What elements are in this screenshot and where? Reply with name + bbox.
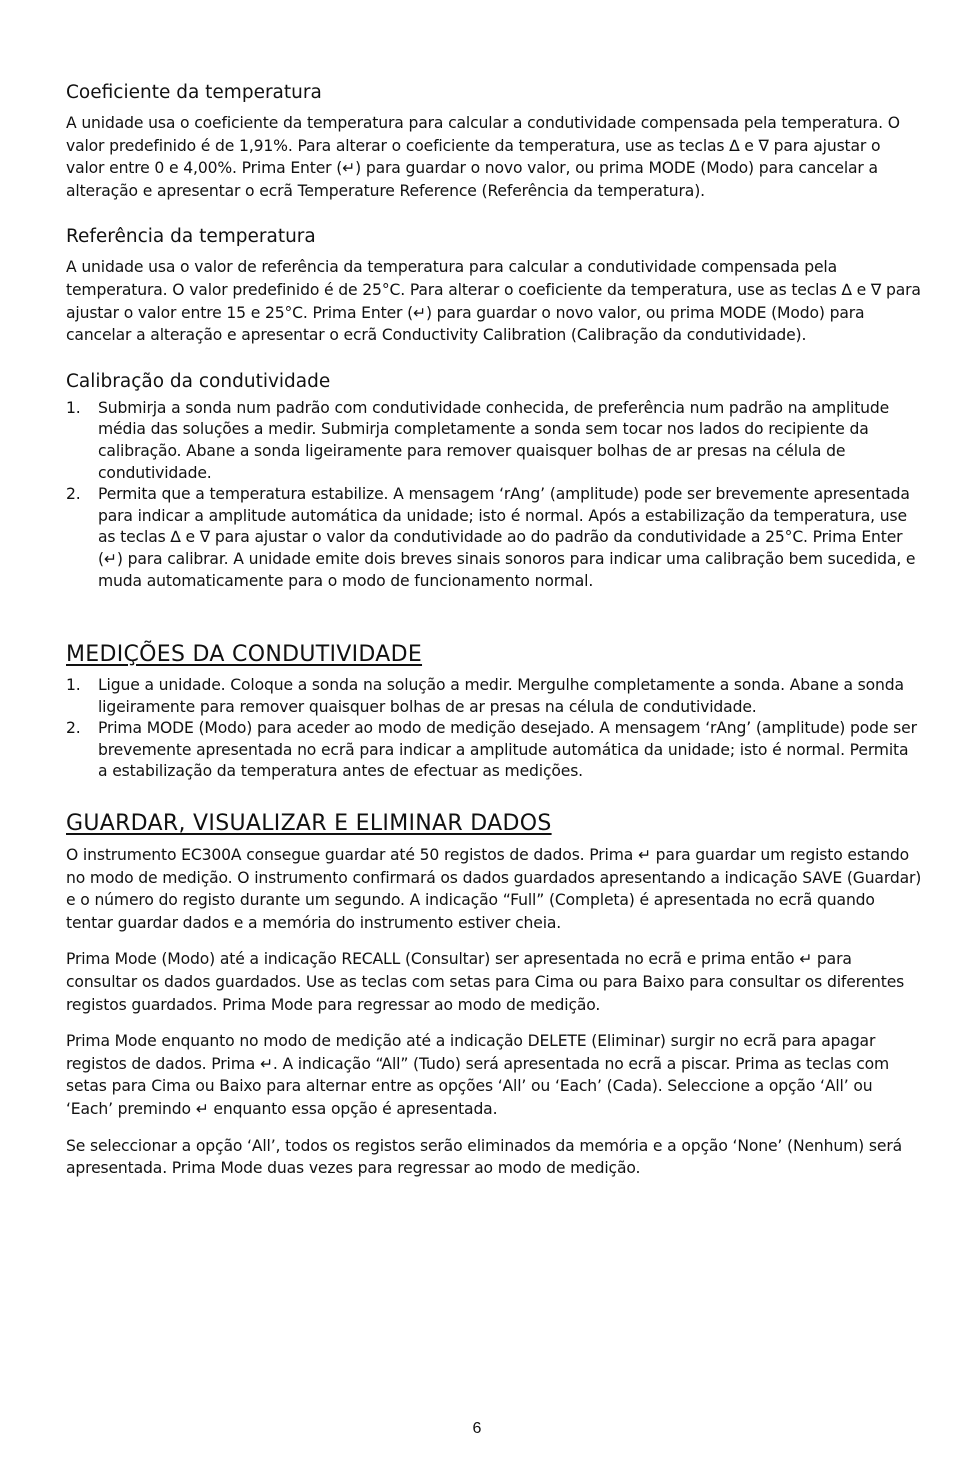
section-temperature-reference (66, 226, 922, 346)
text-run: . (700, 181, 705, 200)
paragraph: Se seleccionar a opção ‘All’, todos os registos serão eliminados da memória e a opção ‘None’ (Nenhum) será apresentada. Prima Mode duas vezes para regressar ao modo de medição. (66, 1136, 903, 1178)
mode-key-label: MODE (Modo) (648, 159, 754, 178)
text-run: A unidade usa o coeficiente da temperatura para calcular a condutividade compensada pela temperatura. O valor predefinido é de 1,91%. Para alterar o coeficiente da temperatura, use as teclas ∆ e ∇ para ajustar o valor entre 0 e 4,00%. Prima Enter (↵) para guardar o novo valor, ou prima (66, 114, 900, 178)
section-heading: Coeficiente da temperatura (66, 82, 322, 103)
list-number: 1. (66, 676, 81, 695)
mode-key-label: MODE (Modo) (719, 303, 825, 322)
section-title: GUARDAR, VISUALIZAR E ELIMINAR DADOS (66, 811, 552, 837)
text-run: para cancelar a alteração e apresentar o ecrã (66, 159, 878, 200)
paragraph (66, 112, 922, 202)
list-item (66, 484, 922, 592)
mode-key-label: MODE (Modo) (146, 719, 253, 738)
list-item (66, 398, 922, 484)
section-data-management (66, 811, 922, 1180)
paragraph (66, 256, 922, 346)
section-heading: Calibração da condutividade (66, 370, 331, 392)
list-text: Submirja a sonda num padrão com condutividade conhecida, de preferência num padrão na amplitude média das soluções a medir. Submirja completamente a sonda sem tocar nos lados do recipiente da calibração. Abane a sonda ligeiramente para remover quaisquer bolhas de ar presas na célula de condutividade. (98, 398, 890, 482)
screen-name: Conductivity Calibration (Calibração da condutividade) (381, 326, 802, 345)
screen-name: Temperature Reference (Referência da temperatura) (297, 181, 701, 200)
paragraph: O instrumento EC300A consegue guardar até 50 registos de dados. Prima ↵ para guardar um registo estando no modo de medição. O instrumento confirmará os dados guardados apresentando a indicação SAVE (Guardar) e o número do registo durante um segundo. A indicação “Full” (Completa) é apresentada no ecrã quando tentar guardar dados e a memória do instrumento estiver cheia. (66, 846, 922, 932)
section-temperature-coefficient (66, 82, 922, 202)
section-conductivity-measurements (66, 642, 922, 783)
list-number: 2. (66, 485, 81, 504)
section-conductivity-calibration (66, 371, 922, 592)
section-heading: Referência da temperatura (66, 226, 316, 248)
page-number: 6 (472, 1420, 482, 1437)
list-text-prefix: Prima (98, 719, 147, 738)
list-number: 1. (66, 398, 81, 417)
list-text: para aceder ao modo de medição desejado. A mensagem ‘rAng’ (amplitude) pode ser brevemente apresentada no ecrã para indicar a amplitude automática da unidade; isto é normal. Permita a estabilização da temperatura antes de efectuar as medições. (98, 719, 917, 781)
text-run: . (801, 326, 807, 345)
text-run: para cancelar a alteração e apresentar o ecrã (66, 303, 865, 345)
section-title: MEDIÇÕES DA CONDUTIVIDADE (66, 642, 423, 668)
list-item (66, 718, 922, 783)
numbered-list (66, 398, 922, 592)
numbered-list (66, 675, 922, 783)
paragraph: Prima Mode (Modo) até a indicação RECALL (Consultar) ser apresentada no ecrã e prima então ↵ para consultar os dados guardados. Use as teclas com setas para Cima ou para Baixo para consultar os diferentes registos guardados. Prima Mode para regressar ao modo de medição. (66, 950, 905, 1014)
list-item (66, 675, 922, 718)
text-run: A unidade usa o valor de referência da temperatura para calcular a condutividade compensada pela temperatura. O valor predefinido é de 25°C. Para alterar o coeficiente da temperatura, use as teclas ∆ e ∇ para ajustar o valor entre 15 e 25°C. Prima Enter (↵) para guardar o novo valor, ou prima (66, 258, 921, 322)
list-text: Permita que a temperatura estabilize. A mensagem ‘rAng’ (amplitude) pode ser brevemente apresentada para indicar a amplitude automática da unidade; isto é normal. Após a estabilização da temperatura, use as teclas ∆ e ∇ para ajustar o valor da condutividade ao do padrão da condutividade a 25°C. Prima Enter (↵) para calibrar. A unidade emite dois breves sinais sonoros para indicar uma calibração bem sucedida, e muda automaticamente para o modo de funcionamento normal. (98, 485, 916, 590)
paragraph: Prima Mode enquanto no modo de medição até a indicação DELETE (Eliminar) surgir no ecrã para apagar registos de dados. Prima ↵. A indicação “All” (Tudo) será apresentada no ecrã a piscar. Prima as teclas com setas para Cima ou Baixo para alternar entre as opções ‘All’ ou ‘Each’ (Cada). Seleccione a opção ‘All’ ou ‘Each’ premindo ↵ enquanto essa opção é apresentada. (66, 1032, 890, 1118)
list-text: Ligue a unidade. Coloque a sonda na solução a medir. Mergulhe completamente a sonda. Abane a sonda ligeiramente para remover quaisquer bolhas de ar presas na célula de condutividade. (98, 676, 904, 716)
list-number: 2. (66, 719, 81, 738)
document-page (66, 82, 922, 1180)
